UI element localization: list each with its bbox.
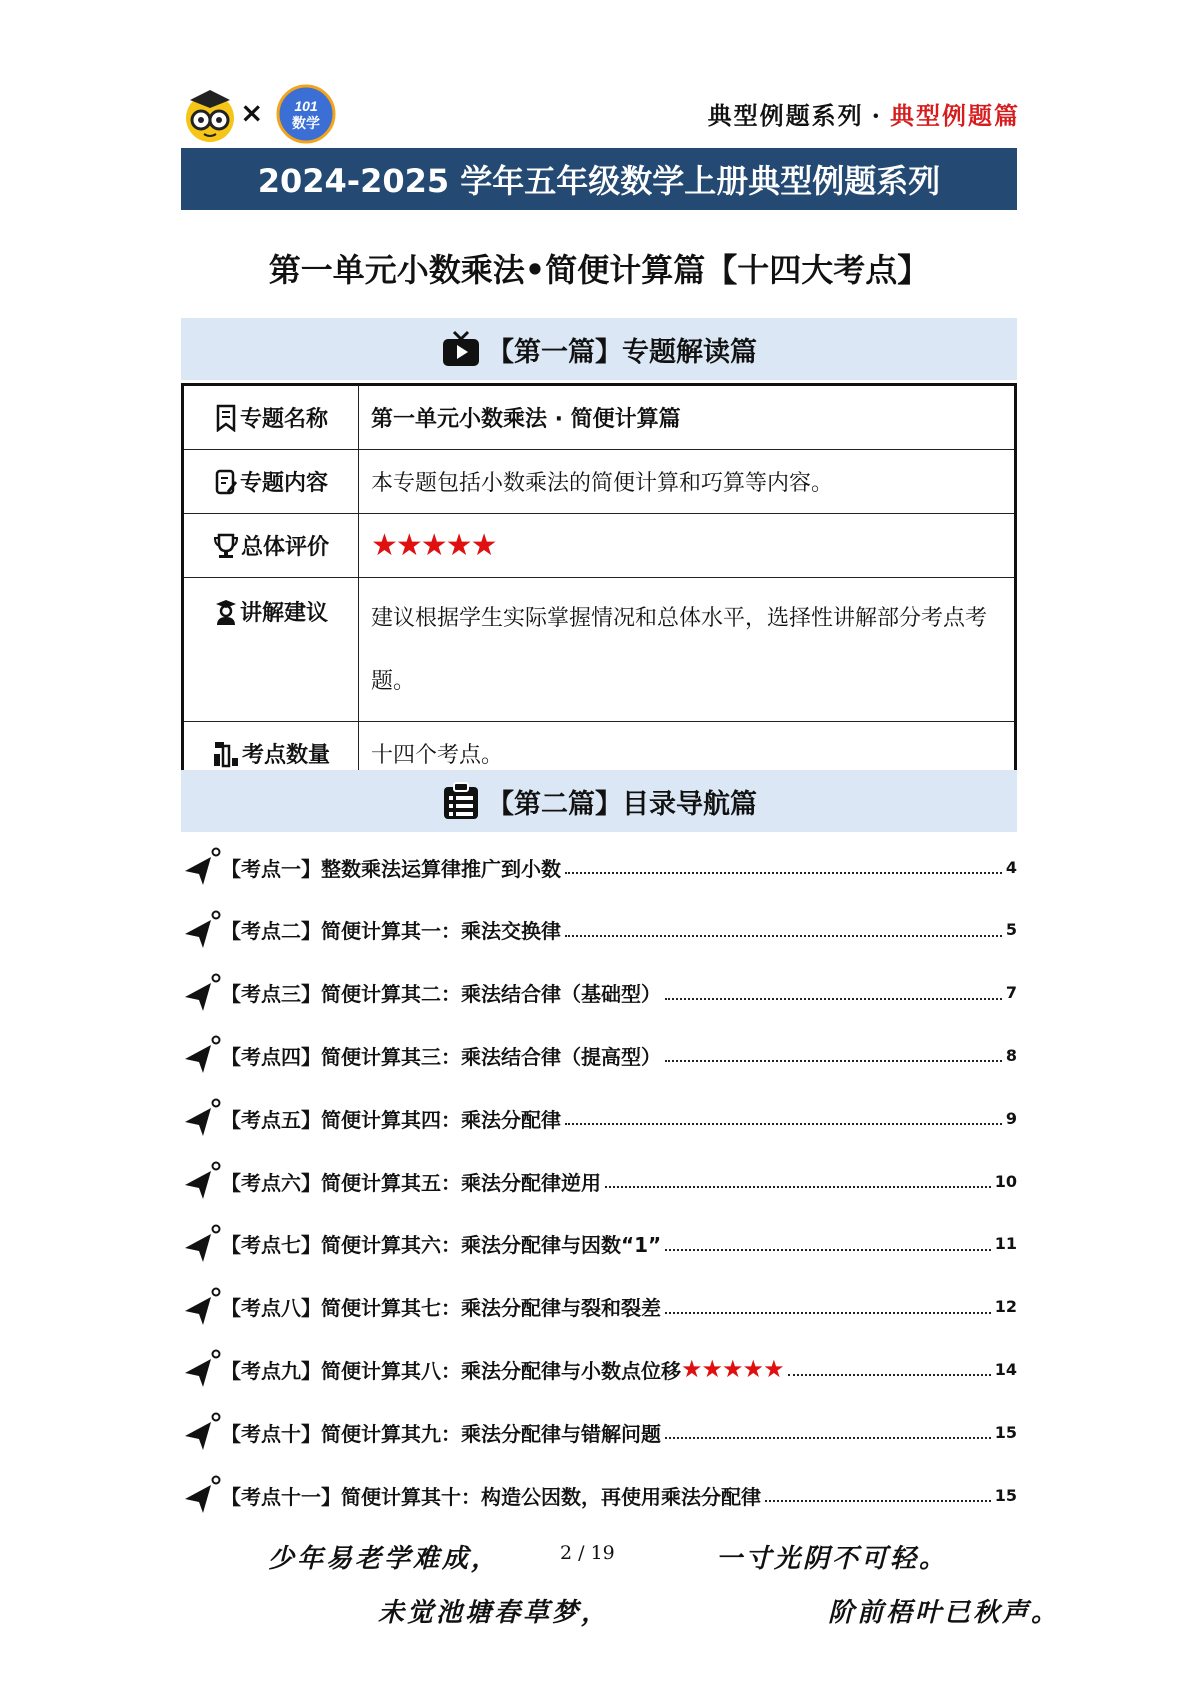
info-label: 专题名称 bbox=[239, 407, 328, 432]
navigation-arrow-icon bbox=[183, 973, 221, 1013]
toc-label: 【考点六】简便计算其五：乘法分配律逆用 bbox=[221, 1170, 601, 1195]
toc-page-number: 4 bbox=[1005, 857, 1017, 877]
info-label: 考点数量 bbox=[241, 743, 330, 768]
table-row bbox=[183, 578, 1016, 722]
clipboard-icon bbox=[441, 781, 481, 821]
navigation-arrow-icon bbox=[183, 1349, 221, 1389]
toc-leader-dots bbox=[605, 1186, 991, 1188]
math-101-logo-icon bbox=[276, 84, 336, 144]
info-label-cell bbox=[183, 385, 359, 450]
toc-leader-dots bbox=[665, 1060, 1002, 1062]
series-tag-black: 典型例题系列 bbox=[707, 101, 864, 130]
toc-item[interactable] bbox=[183, 1412, 1017, 1452]
toc-leader-dots bbox=[765, 1500, 991, 1502]
info-label-cell bbox=[183, 450, 359, 514]
info-label-cell bbox=[183, 514, 359, 578]
section-one-header bbox=[181, 318, 1017, 380]
rating-stars: ★★★★★ bbox=[371, 528, 496, 563]
toc-leader-dots bbox=[788, 1374, 991, 1376]
tv-play-icon bbox=[441, 330, 481, 368]
toc-item[interactable] bbox=[183, 1349, 1017, 1389]
info-value: 建议根据学生实际掌握情况和总体水平，选择性讲解部分考点考题。 bbox=[359, 578, 1016, 722]
series-tag bbox=[708, 96, 1020, 131]
navigation-arrow-icon bbox=[183, 1161, 221, 1201]
section-one-title: 【第一篇】专题解读篇 bbox=[487, 336, 757, 368]
toc-leader-dots bbox=[665, 998, 1002, 1000]
toc-page-number: 5 bbox=[1005, 920, 1017, 940]
toc-item[interactable] bbox=[183, 1161, 1017, 1201]
navigation-arrow-icon bbox=[183, 1412, 221, 1452]
toc-page-number: 9 bbox=[1005, 1108, 1017, 1128]
toc-page-number: 11 bbox=[994, 1234, 1017, 1254]
note-icon bbox=[214, 468, 238, 496]
poem-line-2: 一寸光阴不可轻。 bbox=[716, 1544, 949, 1574]
toc-page-number: 15 bbox=[994, 1485, 1017, 1505]
info-value: 第一单元小数乘法 · 简便计算篇 bbox=[359, 385, 1016, 450]
toc-label: 【考点三】简便计算其二：乘法结合律（基础型） bbox=[221, 982, 661, 1007]
toc-item[interactable] bbox=[183, 1035, 1017, 1075]
toc-leader-dots bbox=[565, 1123, 1002, 1125]
owl-logo-icon bbox=[182, 86, 238, 142]
toc-page-number: 7 bbox=[1005, 983, 1017, 1003]
navigation-arrow-icon bbox=[183, 1287, 221, 1327]
toc-leader-dots bbox=[665, 1249, 991, 1251]
page-number: 2 / 19 bbox=[560, 1542, 615, 1564]
toc-page-number: 12 bbox=[994, 1297, 1017, 1317]
teacher-icon bbox=[214, 598, 238, 626]
toc-page-number: 10 bbox=[994, 1171, 1017, 1191]
info-value: 十四个考点。 bbox=[359, 722, 1016, 787]
toc-leader-dots bbox=[565, 872, 1002, 874]
info-value bbox=[359, 514, 1016, 578]
navigation-arrow-icon bbox=[183, 1475, 221, 1515]
logo-text-bottom: 数学 bbox=[292, 116, 320, 132]
info-label: 总体评价 bbox=[240, 535, 329, 560]
section-two-header bbox=[181, 770, 1017, 832]
toc-label: 【考点十一】简便计算其十：构造公因数，再使用乘法分配律 bbox=[221, 1484, 761, 1509]
toc-leader-dots bbox=[565, 935, 1002, 937]
toc-label: 【考点七】简便计算其六：乘法分配律与因数“1” bbox=[221, 1233, 662, 1258]
toc-item[interactable] bbox=[183, 973, 1017, 1013]
poem-line-1: 少年易老学难成， bbox=[268, 1544, 501, 1574]
toc-item[interactable] bbox=[183, 1475, 1017, 1515]
poem-line-3: 未觉池塘春草梦， bbox=[378, 1598, 611, 1628]
series-tag-dot: · bbox=[871, 101, 882, 130]
trophy-icon bbox=[213, 532, 239, 560]
table-row bbox=[183, 450, 1016, 514]
table-row bbox=[183, 514, 1016, 578]
navigation-arrow-icon bbox=[183, 1035, 221, 1075]
toc-label: 【考点十】简便计算其九：乘法分配律与错解问题 bbox=[221, 1421, 661, 1446]
toc-item[interactable] bbox=[183, 847, 1017, 887]
logo-text-top: 101 bbox=[294, 98, 318, 114]
navigation-arrow-icon bbox=[183, 910, 221, 950]
times-symbol: × bbox=[240, 96, 264, 129]
bookmark-icon bbox=[214, 404, 238, 432]
navigation-arrow-icon bbox=[183, 1098, 221, 1138]
toc-label: 【考点一】整数乘法运算律推广到小数 bbox=[221, 856, 561, 881]
toc-item[interactable] bbox=[183, 1287, 1017, 1327]
toc-page-number: 14 bbox=[994, 1359, 1017, 1379]
info-label-cell bbox=[183, 578, 359, 722]
section-two-title: 【第二篇】目录导航篇 bbox=[487, 788, 757, 820]
poem-line-4: 阶前梧叶已秋声。 bbox=[828, 1598, 1061, 1628]
info-label: 专题内容 bbox=[239, 471, 328, 496]
toc-page-number: 15 bbox=[994, 1422, 1017, 1442]
info-label: 讲解建议 bbox=[239, 601, 328, 626]
toc-label: 【考点四】简便计算其三：乘法结合律（提高型） bbox=[221, 1044, 661, 1069]
toc-label: 【考点八】简便计算其七：乘法分配律与裂和裂差 bbox=[221, 1296, 661, 1321]
toc-label: 【考点九】简便计算其八：乘法分配律与小数点位移 bbox=[221, 1358, 681, 1383]
topic-info-table bbox=[181, 383, 1017, 788]
toc-leader-dots bbox=[665, 1437, 991, 1439]
series-tag-red: 典型例题篇 bbox=[890, 101, 1020, 130]
title-banner: 2024-2025 学年五年级数学上册典型例题系列 bbox=[181, 148, 1017, 210]
toc-item[interactable] bbox=[183, 1224, 1017, 1264]
navigation-arrow-icon bbox=[183, 1224, 221, 1264]
toc-label: 【考点二】简便计算其一：乘法交换律 bbox=[221, 919, 561, 944]
toc-leader-dots bbox=[665, 1312, 991, 1314]
toc-page-number: 8 bbox=[1005, 1045, 1017, 1065]
bar-chart-icon bbox=[212, 740, 240, 768]
toc-stars: ★★★★★ bbox=[681, 1355, 784, 1384]
info-value: 本专题包括小数乘法的简便计算和巧算等内容。 bbox=[359, 450, 1016, 514]
document-title: 第一单元小数乘法•简便计算篇【十四大考点】 bbox=[268, 251, 930, 289]
toc-item[interactable] bbox=[183, 910, 1017, 950]
navigation-arrow-icon bbox=[183, 847, 221, 887]
toc-item[interactable] bbox=[183, 1098, 1017, 1138]
toc-label: 【考点五】简便计算其四：乘法分配律 bbox=[221, 1107, 561, 1132]
table-row bbox=[183, 385, 1016, 450]
